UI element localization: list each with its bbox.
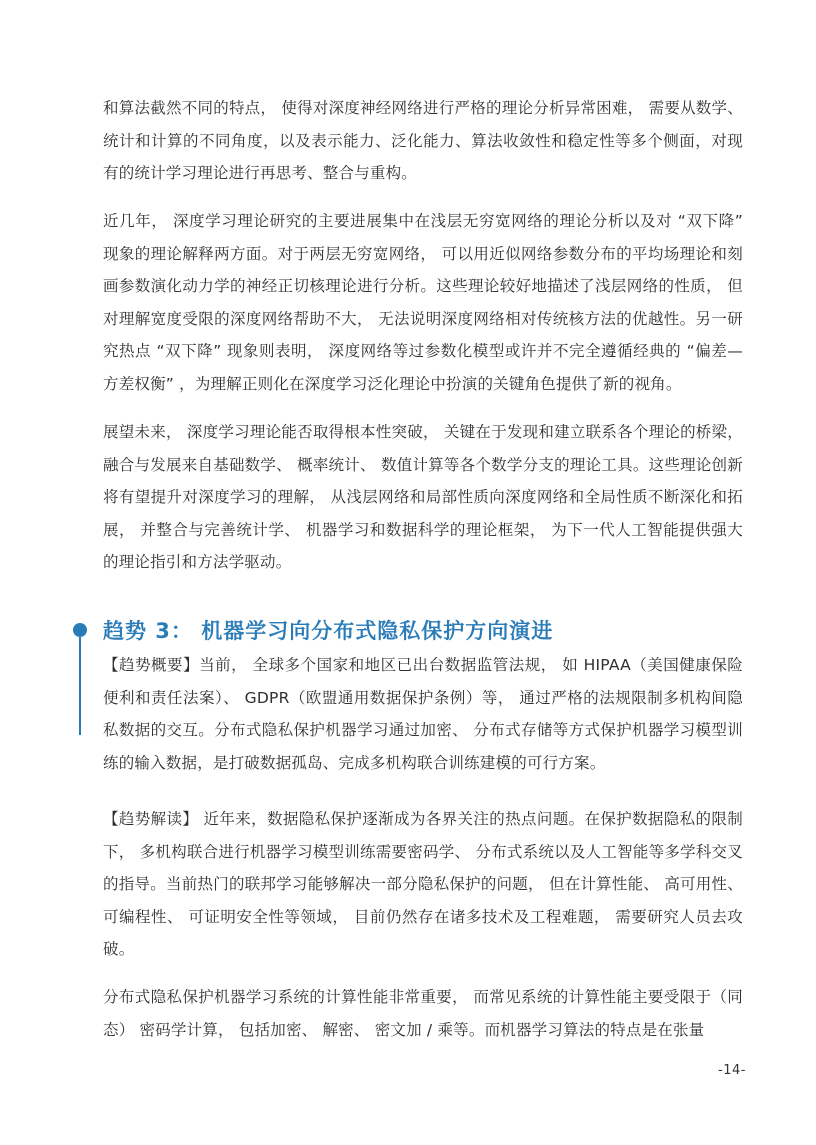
paragraph-outlook: 展望未来， 深度学习理论能否取得根本性突破， 关键在于发现和建立联系各个理论的桥梁，融合与发展来自基础数学、 概率统计、 数值计算等各个数学分支的理论工具。这些理论创新将有望提升对深度学习的理解， 从浅层网络和局部性质向深度网络和全局性质不断深化和拓展， 并整合与完善统计学、 机器学习和数据科学的理论框架， 为下一代人工智能提供强大的理论指引和方法学驱动。: [103, 423, 743, 571]
page-number: -14-: [718, 1063, 746, 1078]
heading-bullet-dot: [73, 623, 87, 637]
paragraph-trend-summary: 【趋势概要】当前， 全球多个国家和地区已出台数据监管法规， 如 HIPAA（美国健康保险便利和责任法案）、 GDPR（欧盟通用数据保护条例）等， 通过严格的法规限制多机构间隐私数据的交互。分布式隐私保护机器学习通过加密、 分布式存储等方式保护机器学习模型训练的输入数据，是打破数据孤岛、完成多机构联合训练建模的可行方案。: [103, 656, 743, 772]
paragraph-recent-progress: 近几年， 深度学习理论研究的主要进展集中在浅层无穷宽网络的理论分析以及对 “双下降” 现象的理论解释两方面。对于两层无穷宽网络， 可以用近似网络参数分布的平均场理论和刻画参数演化动力学的神经正切核理论进行分析。这些理论较好地描述了浅层网络的性质， 但对理解宽度受限的深度网络帮助不大， 无法说明深度网络相对传统核方法的优越性。另一研究热点 “双下降” 现象则表明， 深度网络等过参数化模型或许并不完全遵循经典的 “偏差—方差权衡” ，为理解正则化在深度学习泛化理论中扮演的关键角色提供了新的视角。: [103, 212, 743, 393]
heading-vertical-line: [79, 637, 81, 735]
paragraph-trend-interpretation: 【趋势解读】 近年来，数据隐私保护逐渐成为各界关注的热点问题。在保护数据隐私的限制下， 多机构联合进行机器学习模型训练需要密码学、 分布式系统以及人工智能等多学科交叉的指导。当前热门的联邦学习能够解决一部分隐私保护的问题， 但在计算性能、 高可用性、可编程性、 可证明安全性等领域， 目前仍然存在诸多技术及工程难题， 需要研究人员去攻破。: [103, 810, 743, 958]
section-heading-trend-3: 趋势 3： 机器学习向分布式隐私保护方向演进: [103, 619, 554, 643]
paragraph-computing-performance: 分布式隐私保护机器学习系统的计算性能非常重要， 而常见系统的计算性能主要受限于（同态） 密码学计算， 包括加密、 解密、 密文加 / 乘等。而机器学习算法的特点是在张量: [103, 988, 743, 1039]
paragraph-theory-intro: 和算法截然不同的特点， 使得对深度神经网络进行严格的理论分析异常困难， 需要从数学、统计和计算的不同角度，以及表示能力、泛化能力、算法收敛性和稳定性等多个侧面，对现有的统计学习理论进行再思考、整合与重构。: [103, 99, 743, 182]
